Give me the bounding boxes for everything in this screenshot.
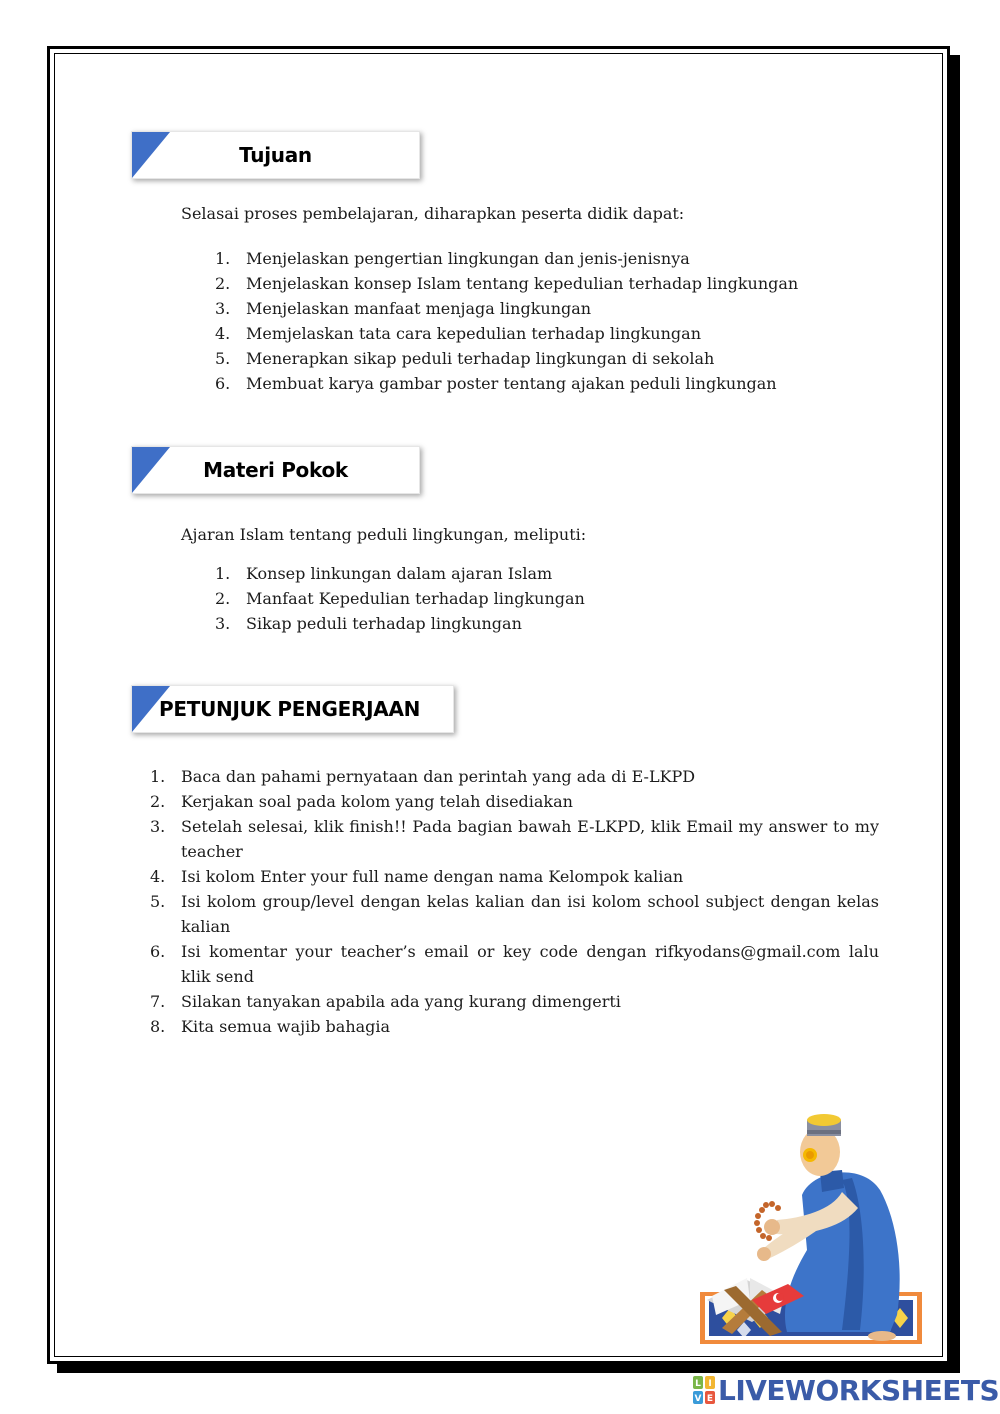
svg-text:V: V [694, 1394, 702, 1404]
praying-man-illustration [692, 1100, 928, 1350]
svg-text:E: E [706, 1394, 714, 1404]
liveworksheets-brand [693, 1374, 999, 1406]
list-item [150, 864, 879, 889]
tujuan-list [215, 246, 886, 396]
list-item-text: Membuat karya gambar poster tentang ajakan peduli lingkungan [246, 374, 777, 393]
list-item-number: 2. [215, 589, 231, 608]
list-item-text: Baca dan pahami pernyataan dan perintah yang ada di E-LKPD [181, 767, 696, 786]
list-item [215, 371, 886, 396]
list-item-number: 1. [150, 767, 166, 786]
tujuan-title: Tujuan [239, 143, 312, 167]
list-item-text: Isi kolom Enter your full name dengan nama Kelompok kalian [181, 867, 684, 886]
list-item-text: Isi komentar your teacher’s email or key code dengan rifkyodans@gmail.com lalu klik send [181, 942, 879, 986]
list-item-number: 7. [150, 992, 166, 1011]
list-item-number: 4. [150, 867, 166, 886]
list-item-text: Sikap peduli terhadap lingkungan [246, 614, 522, 633]
svg-text:L: L [695, 1379, 701, 1389]
list-item-text: Manfaat Kepedulian terhadap lingkungan [246, 589, 585, 608]
list-item [150, 789, 879, 814]
list-item-text: Menerapkan sikap peduli terhadap lingkungan di sekolah [246, 349, 715, 368]
list-item-number: 6. [150, 942, 166, 961]
petunjuk-title: PETUNJUK PENGERJAAN [159, 697, 421, 721]
tujuan-header [131, 131, 420, 179]
materi-list [215, 561, 886, 636]
list-item [215, 271, 886, 296]
list-item [215, 321, 886, 346]
tujuan-intro: Selasai proses pembelajaran, diharapkan peserta didik dapat: [181, 204, 685, 223]
list-item-text: Silakan tanyakan apabila ada yang kurang dimengerti [181, 992, 621, 1011]
materi-title: Materi Pokok [203, 458, 348, 482]
list-item-text: Isi kolom group/level dengan kelas kalian dan isi kolom school subject dengan kelas kalian [181, 892, 879, 936]
petunjuk-header [131, 685, 454, 733]
list-item [215, 296, 886, 321]
list-item-number: 2. [215, 274, 231, 293]
list-item [215, 586, 886, 611]
list-item [215, 561, 886, 586]
list-item-number: 3. [150, 817, 166, 836]
materi-header [131, 446, 420, 494]
list-item-text: Setelah selesai, klik finish!! Pada bagian bawah E-LKPD, klik Email my answer to my teacher [181, 817, 879, 861]
list-item-text: Konsep linkungan dalam ajaran Islam [246, 564, 553, 583]
list-item [150, 764, 879, 789]
list-item-number: 4. [215, 324, 231, 343]
liveworksheets-wordmark[interactable]: LIVEWORKSHEETS [718, 1373, 1000, 1407]
list-item-number: 3. [215, 614, 231, 633]
materi-intro: Ajaran Islam tentang peduli lingkungan, meliputi: [181, 525, 587, 544]
list-item-text: Memjelaskan tata cara kepedulian terhadap lingkungan [246, 324, 701, 343]
list-item [215, 246, 886, 271]
list-item-number: 1. [215, 564, 231, 583]
list-item-number: 6. [215, 374, 231, 393]
list-item-number: 5. [150, 892, 166, 911]
list-item [150, 939, 879, 989]
list-item-number: 8. [150, 1017, 166, 1036]
petunjuk-list [150, 764, 879, 1039]
list-item [150, 889, 879, 939]
list-item [215, 346, 886, 371]
list-item [150, 1014, 879, 1039]
list-item-number: 5. [215, 349, 231, 368]
liveworksheets-logo-icon [693, 1376, 715, 1404]
list-item [150, 814, 879, 864]
svg-text:I: I [708, 1379, 712, 1389]
list-item-number: 3. [215, 299, 231, 318]
list-item [150, 989, 879, 1014]
list-item-text: Menjelaskan pengertian lingkungan dan jenis-jenisnya [246, 249, 690, 268]
list-item-number: 2. [150, 792, 166, 811]
list-item-number: 1. [215, 249, 231, 268]
list-item-text: Menjelaskan manfaat menjaga lingkungan [246, 299, 592, 318]
list-item-text: Kerjakan soal pada kolom yang telah disediakan [181, 792, 573, 811]
list-item [215, 611, 886, 636]
list-item-text: Menjelaskan konsep Islam tentang kepedulian terhadap lingkungan [246, 274, 799, 293]
list-item-text: Kita semua wajib bahagia [181, 1017, 391, 1036]
